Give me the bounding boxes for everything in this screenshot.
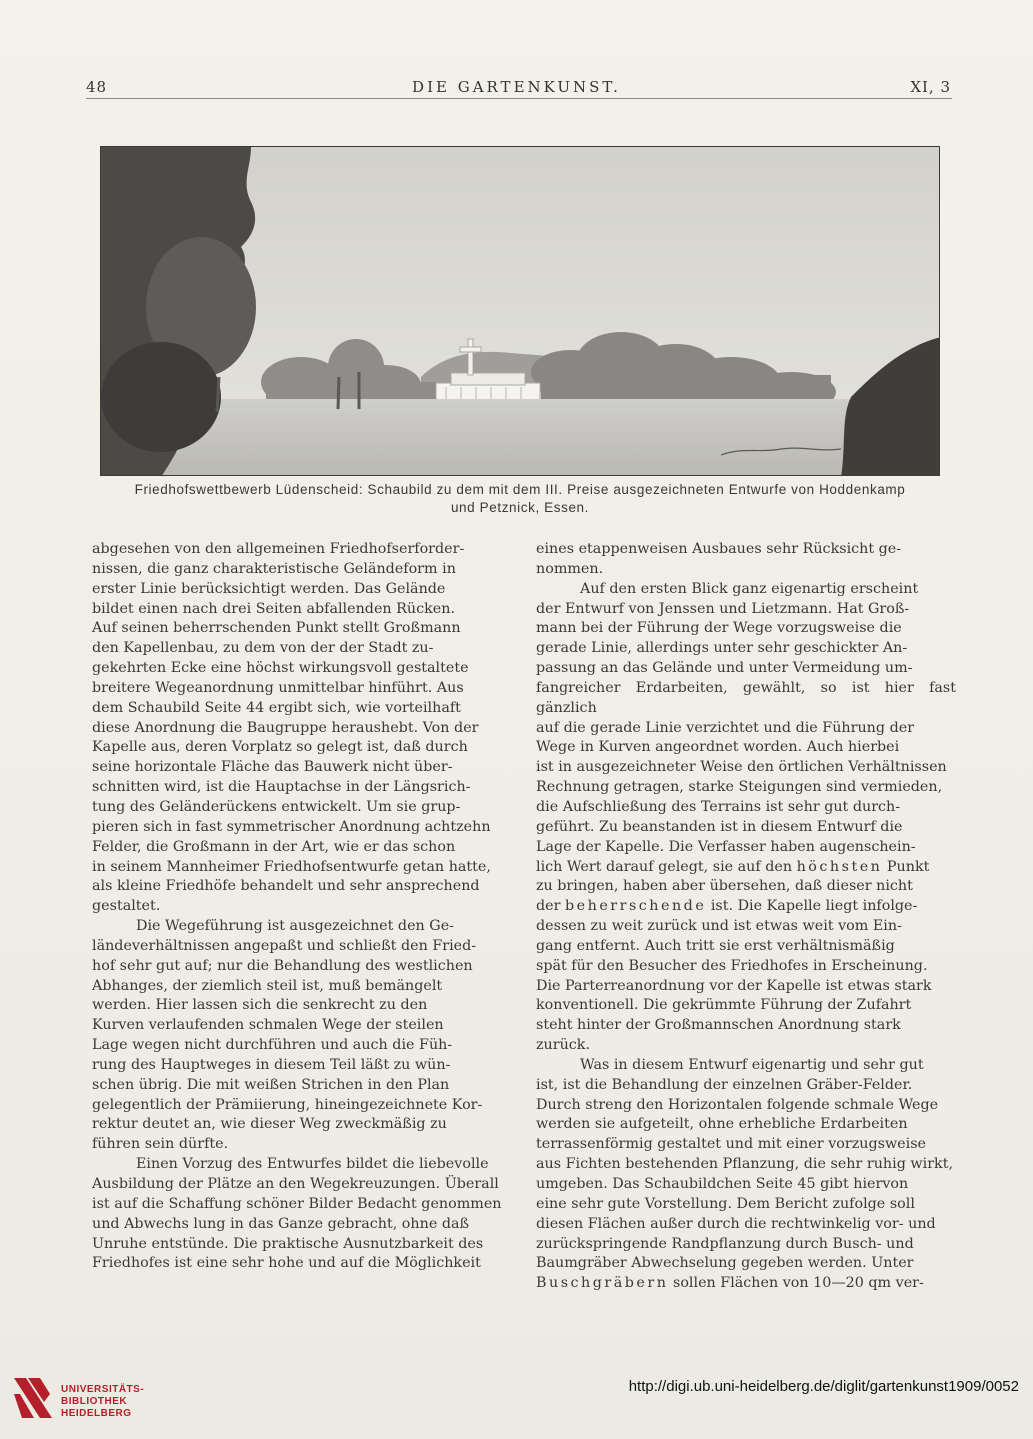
text-fragment: lich Wert darauf gelegt, sie auf den	[536, 858, 793, 875]
text-line: der Entwurf von Jenssen und Lietzmann. Hat Groß-	[536, 600, 910, 617]
text-line: diesen Flächen außer durch die rechtwinkelig vor- und	[536, 1215, 936, 1232]
text-line: Auf den ersten Blick ganz eigenartig erscheint	[580, 580, 919, 597]
caption-line: und Petznick, Essen.	[450, 500, 590, 515]
text-line: Die Wegeführung ist ausgezeichnet den Ge-	[136, 918, 454, 935]
caption-line: Friedhofswettbewerb Lüdenscheid: Schaubild zu dem mit dem III. Preise ausgezeichneten Entwurfe von Hoddenkamp	[134, 482, 906, 497]
text-line: seine horizontale Fläche das Bauwerk nicht über-	[92, 759, 453, 776]
text-line: gang entfernt. Auch tritt sie erst verhältnismäßig	[536, 937, 895, 954]
spaced-emphasis: beherrschende	[565, 898, 707, 915]
text-line: terrassenförmig gestaltet und mit einer vorzugsweise	[536, 1136, 927, 1153]
text-line: tung des Geländerückens entwickelt. Um sie grup-	[92, 798, 461, 815]
text-line: Was in diesem Entwurf eigenartig und sehr gut	[580, 1056, 924, 1073]
text-line: breitere Wegeanordnung unmittelbar hinführt. Aus	[92, 679, 464, 696]
text-line: schnitten wird, ist die Hauptachse in der Längsrich-	[92, 779, 471, 796]
text-line: erster Linie berücksichtigt werden. Das Gelände	[92, 580, 446, 597]
text-line: in seinem Mannheimer Friedhofsentwurfe getan hatte,	[92, 858, 491, 875]
text-line: zurück.	[536, 1037, 590, 1054]
text-line: zurückspringende Randpflanzung durch Busch- und	[536, 1235, 914, 1252]
text-line: rektur deutet an, wie dieser Weg zweckmäßig zu	[92, 1116, 447, 1133]
text-line: Rechnung getragen, starke Steigungen sind vermieden,	[536, 779, 943, 796]
text-line	[536, 897, 956, 917]
library-line: UNIVERSITÄTS-	[61, 1384, 145, 1395]
lawn	[101, 399, 940, 476]
text-line: passung an das Gelände und unter Vermeidung um-	[536, 660, 913, 677]
source-url[interactable]: http://digi.ub.uni-heidelberg.de/diglit/gartenkunst1909/0052	[628, 1378, 1019, 1395]
text-line: gerade Linie, allerdings unter sehr geschickter An-	[536, 640, 908, 657]
text-line: abgesehen von den allgemeinen Friedhofserforder-	[92, 541, 465, 557]
text-line: nommen.	[536, 560, 604, 577]
landscape-illustration	[100, 146, 940, 476]
text-line: Einen Vorzug des Entwurfes bildet die liebevolle	[136, 1156, 489, 1173]
text-line: Unruhe entstünde. Die praktische Ausnutzbarkeit des	[92, 1235, 484, 1252]
text-fragment: ist. Die Kapelle liegt infolge-	[710, 898, 918, 915]
text-line: schen übrig. Die mit weißen Strichen in den Plan	[92, 1076, 450, 1093]
text-line: werden sie aufgeteilt, ohne erhebliche Erdarbeiten	[536, 1116, 908, 1133]
library-name	[61, 1384, 144, 1420]
text-line: den Kapellenbau, zu dem von der der Stadt zu-	[92, 640, 434, 657]
text-line: gelegentlich der Prämiierung, hineingezeichnete Kor-	[92, 1096, 483, 1113]
right-text-column	[536, 540, 956, 1294]
volume-number: XI, 3	[910, 78, 951, 96]
text-line: dessen zu weit zurück und ist etwas weit vom Ein-	[536, 918, 902, 935]
text-line: hof sehr gut auf; nur die Behandlung des westlichen	[92, 957, 473, 974]
text-line: Kapelle aus, deren Vorplatz so gelegt ist, daß durch	[92, 739, 468, 756]
library-line: BIBLIOTHEK	[61, 1396, 128, 1407]
text-line: werden. Hier lassen sich die senkrecht zu den	[92, 997, 428, 1014]
text-line: dem Schaubild Seite 44 ergibt sich, wie vorteilhaft	[92, 699, 461, 716]
text-line: steht hinter der Großmannschen Anordnung stark	[536, 1017, 901, 1034]
text-line: auf die gerade Linie verzichtet und die Führung der	[536, 719, 915, 736]
text-line: fangreicher Erdarbeiten, gewählt, so ist hier fast gänzlich	[536, 679, 956, 716]
text-line: führen sein dürfte.	[92, 1136, 229, 1153]
text-line: gekehrten Ecke eine höchst wirkungsvoll gestaltete	[92, 660, 469, 677]
text-line: die Aufschließung des Terrains ist sehr gut durch-	[536, 798, 901, 815]
text-line: Lage wegen nicht durchführen und auch die Füh-	[92, 1037, 453, 1054]
cemetery-perspective-drawing	[101, 147, 940, 476]
text-line: Durch streng den Horizontalen folgende schmale Wege	[536, 1096, 939, 1113]
text-line: umgeben. Das Schaubildchen Seite 45 gibt hiervon	[536, 1176, 909, 1192]
text-line: eines etappenweisen Ausbaues sehr Rücksicht ge-	[536, 541, 902, 557]
text-line	[536, 1274, 956, 1294]
page-number: 48	[86, 78, 108, 96]
text-line: als kleine Friedhöfe behandelt und sehr ansprechend	[92, 878, 480, 895]
text-line: diese Anordnung die Baugruppe heraushebt. Von der	[92, 719, 479, 736]
text-line: ist auf die Schaffung schöner Bilder Bedacht genommen	[92, 1195, 502, 1212]
text-line: Kurven verlaufenden schmalen Wege der steilen	[92, 1017, 444, 1034]
text-line: Auf seinen beherrschenden Punkt stellt Großmann	[92, 620, 461, 637]
spaced-emphasis: Buschgräbern	[536, 1275, 669, 1292]
text-line: ist in ausgezeichneter Weise den örtlichen Verhältnissen	[536, 759, 947, 776]
text-line: gestaltet.	[92, 898, 161, 915]
text-line: ländeverhältnissen angepaßt und schließt den Fried-	[92, 937, 477, 954]
text-line	[536, 858, 956, 878]
text-line: ist, ist die Behandlung der einzelnen Gräber-Felder.	[536, 1076, 913, 1093]
text-line: Wege in Kurven angeordnet worden. Auch hierbei	[536, 739, 900, 756]
running-title: DIE GARTENKUNST.	[412, 78, 621, 96]
text-line: zu bringen, haben aber übersehen, daß dieser nicht	[536, 878, 913, 895]
text-line: eine sehr gute Vorstellung. Dem Bericht zufolge soll	[536, 1195, 915, 1212]
text-line: und Abwechs lung in das Ganze gebracht, ohne daß	[92, 1215, 470, 1232]
text-line: konventionell. Die gekrümmte Führung der Zufahrt	[536, 997, 912, 1014]
text-line: spät für den Besucher des Friedhofes in Erscheinung.	[536, 957, 928, 974]
text-line: rung des Hauptweges in diesem Teil läßt zu wün-	[92, 1056, 451, 1073]
text-line: Felder, die Großmann in der Art, wie er das schon	[92, 838, 456, 855]
library-line: HEIDELBERG	[61, 1408, 132, 1419]
text-line: bildet einen nach drei Seiten abfallenden Rücken.	[92, 600, 456, 617]
text-line: Ausbildung der Plätze an den Wegekreuzungen. Überall	[92, 1176, 499, 1192]
text-line: mann bei der Führung der Wege vorzugsweise die	[536, 620, 902, 637]
text-line: Abhanges, der ziemlich steil ist, muß bemängelt	[92, 977, 443, 994]
text-line: Die Parterreanordnung vor der Kapelle ist etwas stark	[536, 977, 932, 994]
text-line: Lage der Kapelle. Die Verfasser haben augenschein-	[536, 838, 916, 855]
text-fragment: der	[536, 898, 561, 915]
text-line: geführt. Zu beanstanden ist in diesem Entwurf die	[536, 818, 903, 835]
spaced-emphasis: höchsten	[796, 858, 883, 875]
text-line: aus Fichten bestehenden Pflanzung, die sehr ruhig wirkt,	[536, 1156, 953, 1173]
text-line: nissen, die ganz charakteristische Geländeform in	[92, 560, 456, 577]
text-line: Friedhofes ist eine sehr hohe und auf die Möglichkeit	[92, 1255, 481, 1272]
text-fragment: sollen Flächen von 10—20 qm ver-	[672, 1275, 924, 1292]
left-text-column	[92, 540, 512, 1274]
text-line: pieren sich in fast symmetrischer Anordnung achtzehn	[92, 818, 491, 835]
text-fragment: Punkt	[886, 858, 930, 875]
figure-caption	[96, 481, 944, 517]
header-rule	[86, 98, 952, 99]
text-line: Baumgräber Abwechselung gegeben werden. Unter	[536, 1255, 914, 1272]
